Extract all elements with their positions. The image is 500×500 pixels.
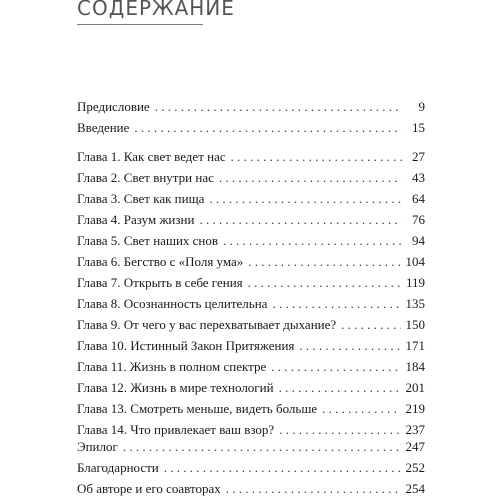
toc-entry-page: 64 (412, 191, 425, 206)
toc-entry-title: Глава 6. Бегство с «Поля ума» (77, 254, 244, 269)
toc-entry[interactable] (77, 478, 425, 499)
toc-entry[interactable] (77, 117, 425, 138)
toc-entry-title: Глава 7. Открыть в себе гения (77, 275, 243, 290)
toc-entry[interactable] (77, 96, 425, 117)
toc-entry-title: Глава 14. Что привлекает ваш взор? (77, 422, 275, 437)
toc-entry[interactable] (77, 377, 425, 398)
toc-entry[interactable] (77, 209, 425, 230)
toc-entry-title: Благодарности (77, 460, 159, 475)
dot-leader (322, 398, 400, 419)
toc-entry-title: Глава 5. Свет наших снов (77, 233, 219, 248)
dot-leader (272, 293, 400, 314)
dot-leader (155, 96, 402, 117)
toc-entry[interactable] (77, 230, 425, 251)
dot-leader (248, 272, 401, 293)
toc-entry-page: 135 (405, 296, 425, 311)
toc-entry[interactable] (77, 314, 425, 335)
toc-entry-title: Глава 11. Жизнь в полном спектре (77, 359, 267, 374)
dot-leader (209, 188, 402, 209)
dot-leader (199, 209, 402, 230)
toc-entry-page: 171 (405, 338, 425, 353)
toc-entry[interactable] (77, 436, 425, 457)
dot-leader (271, 356, 400, 377)
toc-entry-page: 94 (412, 233, 425, 248)
toc-entry-title: Глава 8. Осознанность целительна (77, 296, 268, 311)
toc-entry-page: 184 (405, 359, 425, 374)
toc-group-front-matter (77, 96, 425, 138)
toc-entry-page: 43 (412, 170, 425, 185)
dot-leader (134, 117, 402, 138)
toc-entry-page: 76 (412, 212, 425, 227)
dot-leader (341, 314, 400, 335)
toc-entry-title: Глава 2. Свет внутри нас (77, 170, 214, 185)
toc-entry[interactable] (77, 146, 425, 167)
toc-entry-page: 237 (405, 422, 425, 437)
toc-entry-title: Эпилог (77, 439, 118, 454)
toc-entry[interactable] (77, 335, 425, 356)
toc-entry-page: 254 (405, 481, 425, 496)
dot-leader (299, 335, 400, 356)
toc-entry-page: 201 (405, 380, 425, 395)
toc-entry-page: 15 (412, 120, 425, 135)
dot-leader (219, 167, 402, 188)
toc-entry[interactable] (77, 188, 425, 209)
toc-entry-page: 104 (405, 254, 425, 269)
dot-leader (231, 146, 402, 167)
toc-entry-title: Глава 9. От чего у вас перехватывает дыхание? (77, 317, 337, 332)
toc-entry[interactable] (77, 398, 425, 419)
toc-entry-title: Введение (77, 120, 130, 135)
toc-entry[interactable] (77, 356, 425, 377)
dot-leader (248, 251, 400, 272)
toc-entry[interactable] (77, 293, 425, 314)
toc-entry-page: 9 (418, 99, 425, 114)
dot-leader (223, 230, 402, 251)
toc-entry-title: Глава 1. Как свет ведет нас (77, 149, 226, 164)
toc-entry-title: Глава 3. Свет как пища (77, 191, 205, 206)
toc-entry-page: 252 (405, 460, 425, 475)
dot-leader (164, 457, 401, 478)
toc-entry-page: 219 (405, 401, 425, 416)
toc-entry[interactable] (77, 457, 425, 478)
toc-group-chapters (77, 146, 425, 440)
toc-entry-title: Глава 4. Разум жизни (77, 212, 195, 227)
toc-entry-page: 27 (412, 149, 425, 164)
toc-entry-title: Глава 12. Жизнь в мире технологий (77, 380, 274, 395)
title-underline (77, 24, 203, 25)
toc-entry-page: 247 (405, 439, 425, 454)
toc-entry-title: Глава 10. Истинный Закон Притяжения (77, 338, 295, 353)
page-title: СОДЕРЖАНИЕ (77, 0, 235, 20)
toc-entry[interactable] (77, 167, 425, 188)
toc-entry[interactable] (77, 251, 425, 272)
toc-entry-page: 119 (405, 275, 425, 290)
toc-group-back-matter (77, 436, 425, 499)
dot-leader (123, 436, 401, 457)
dot-leader (226, 478, 401, 499)
toc-entry-title: Об авторе и его соавторах (77, 481, 221, 496)
toc-entry-title: Глава 13. Смотреть меньше, видеть больше (77, 401, 318, 416)
toc-entry-title: Предисловие (77, 99, 150, 114)
toc-entry-page: 150 (405, 317, 425, 332)
toc-entry[interactable] (77, 272, 425, 293)
dot-leader (279, 377, 401, 398)
